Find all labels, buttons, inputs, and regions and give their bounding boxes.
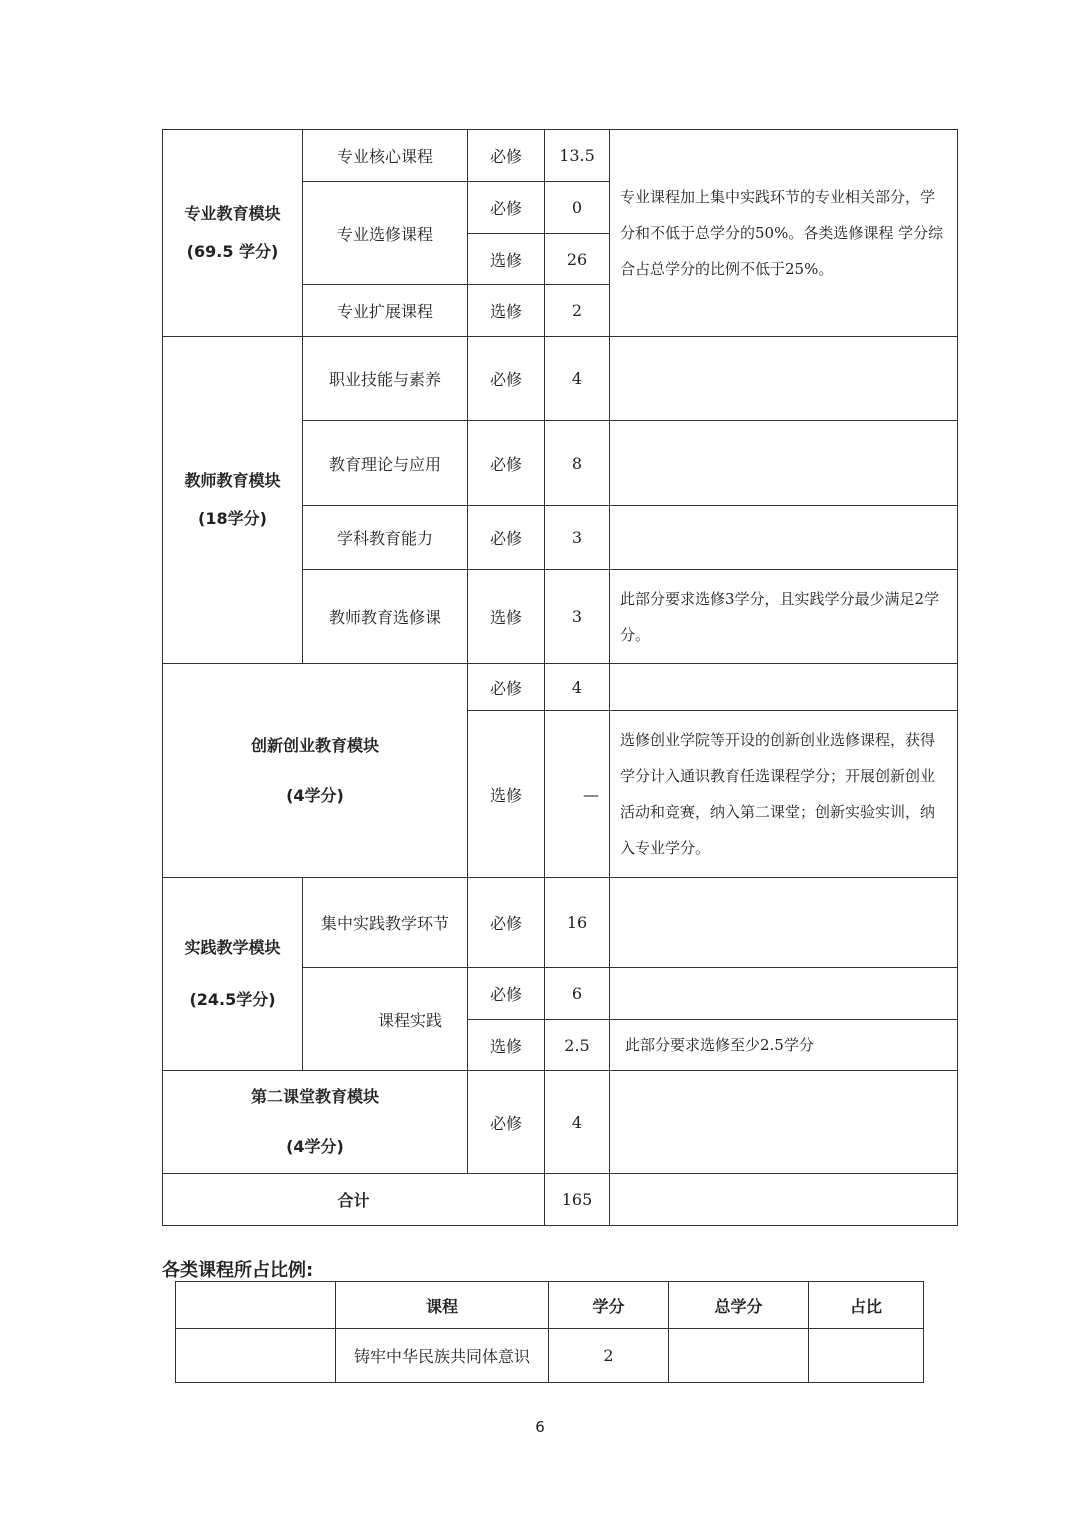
total-credit: 165 [545, 1174, 610, 1226]
course-credit: 0 [545, 182, 610, 234]
course-note: 选修创业学院等开设的创新创业选修课程，获得学分计入通识教育任选课程学分；开展创新创业活动和竞赛，纳入第二课堂；创新实验实训，纳入专业学分。 [610, 711, 958, 878]
ratio-cell [809, 1329, 924, 1383]
course-name: 集中实践教学环节 [303, 878, 468, 968]
total-label: 合计 [163, 1174, 545, 1226]
course-type: 必修 [468, 182, 545, 234]
module-credits: (69.5 学分) [186, 242, 279, 261]
ratio-cell: 2 [549, 1329, 669, 1383]
course-credit: 16 [545, 878, 610, 968]
course-credit: 13.5 [545, 130, 610, 182]
course-credit: 3 [545, 570, 610, 664]
course-note [610, 968, 958, 1020]
course-credit: 3 [545, 506, 610, 570]
course-note [610, 506, 958, 570]
page-number: 6 [535, 1418, 545, 1436]
course-credit: 4 [545, 664, 610, 711]
course-type: 必修 [468, 1071, 545, 1174]
course-credit: 4 [545, 337, 610, 421]
course-credit: 8 [545, 421, 610, 506]
module-credits: (4学分) [286, 785, 344, 805]
ratio-header-course: 课程 [336, 1282, 549, 1329]
curriculum-credit-table [162, 129, 958, 1226]
module-chuangxin-cell [163, 664, 468, 878]
course-credit: 4 [545, 1071, 610, 1174]
course-name: 专业选修课程 [303, 182, 468, 285]
course-credit: 6 [545, 968, 610, 1020]
module-title: 专业教育模块 [184, 204, 281, 223]
total-note [610, 1174, 958, 1226]
course-note: 此部分要求选修3学分，且实践学分最少满足2学分。 [610, 570, 958, 664]
course-type: 必修 [468, 506, 545, 570]
module-title: 实践教学模块 [184, 938, 281, 957]
course-note [610, 878, 958, 968]
course-type: 必修 [468, 878, 545, 968]
ratio-header-credit: 学分 [549, 1282, 669, 1329]
module-jiaoshi-cell [163, 337, 303, 664]
course-note [610, 664, 958, 711]
module-credits: (18学分) [198, 509, 267, 528]
module-note: 专业课程加上集中实践环节的专业相关部分，学分和不低于总学分的50%。各类选修课程 学分综合占总学分的比例不低于25%。 [610, 130, 958, 337]
course-credit: 26 [545, 234, 610, 285]
course-type: 必修 [468, 664, 545, 711]
ratio-header-percent: 占比 [809, 1282, 924, 1329]
course-type: 选修 [468, 711, 545, 878]
course-note [610, 1071, 958, 1174]
module-dierketang-cell [163, 1071, 468, 1174]
course-type: 选修 [468, 234, 545, 285]
module-credits: (24.5学分) [189, 990, 276, 1009]
ratio-cell: 铸牢中华民族共同体意识 [336, 1329, 549, 1383]
ratio-header-blank [176, 1282, 336, 1329]
course-type: 选修 [468, 570, 545, 664]
ratio-section-label: 各类课程所占比例: [162, 1260, 314, 1281]
course-name: 教育理论与应用 [303, 421, 468, 506]
course-note: 此部分要求选修至少2.5学分 [610, 1020, 958, 1071]
module-title: 创新创业教育模块 [250, 735, 379, 755]
module-shijian-cell [163, 878, 303, 1071]
ratio-header-total-credit: 总学分 [669, 1282, 809, 1329]
course-name: 教师教育选修课 [303, 570, 468, 664]
course-note [610, 337, 958, 421]
ratio-cell [176, 1329, 336, 1383]
course-name: 学科教育能力 [303, 506, 468, 570]
course-type: 必修 [468, 130, 545, 182]
course-note [610, 421, 958, 506]
course-name: 课程实践 [303, 968, 468, 1071]
course-type: 必修 [468, 421, 545, 506]
course-name: 职业技能与素养 [303, 337, 468, 421]
table-row [176, 1329, 924, 1383]
course-credit: 2.5 [545, 1020, 610, 1071]
module-credits: (4学分) [286, 1137, 344, 1156]
module-title: 教师教育模块 [184, 471, 281, 490]
module-zhuanye-cell [163, 130, 303, 337]
course-credit: — [545, 711, 610, 878]
course-type: 选修 [468, 1020, 545, 1071]
course-name: 专业核心课程 [303, 130, 468, 182]
course-ratio-table [175, 1281, 924, 1383]
course-type: 必修 [468, 337, 545, 421]
module-title: 第二课堂教育模块 [250, 1087, 379, 1106]
course-type: 选修 [468, 285, 545, 337]
course-type: 必修 [468, 968, 545, 1020]
course-name: 专业扩展课程 [303, 285, 468, 337]
ratio-cell [669, 1329, 809, 1383]
course-credit: 2 [545, 285, 610, 337]
